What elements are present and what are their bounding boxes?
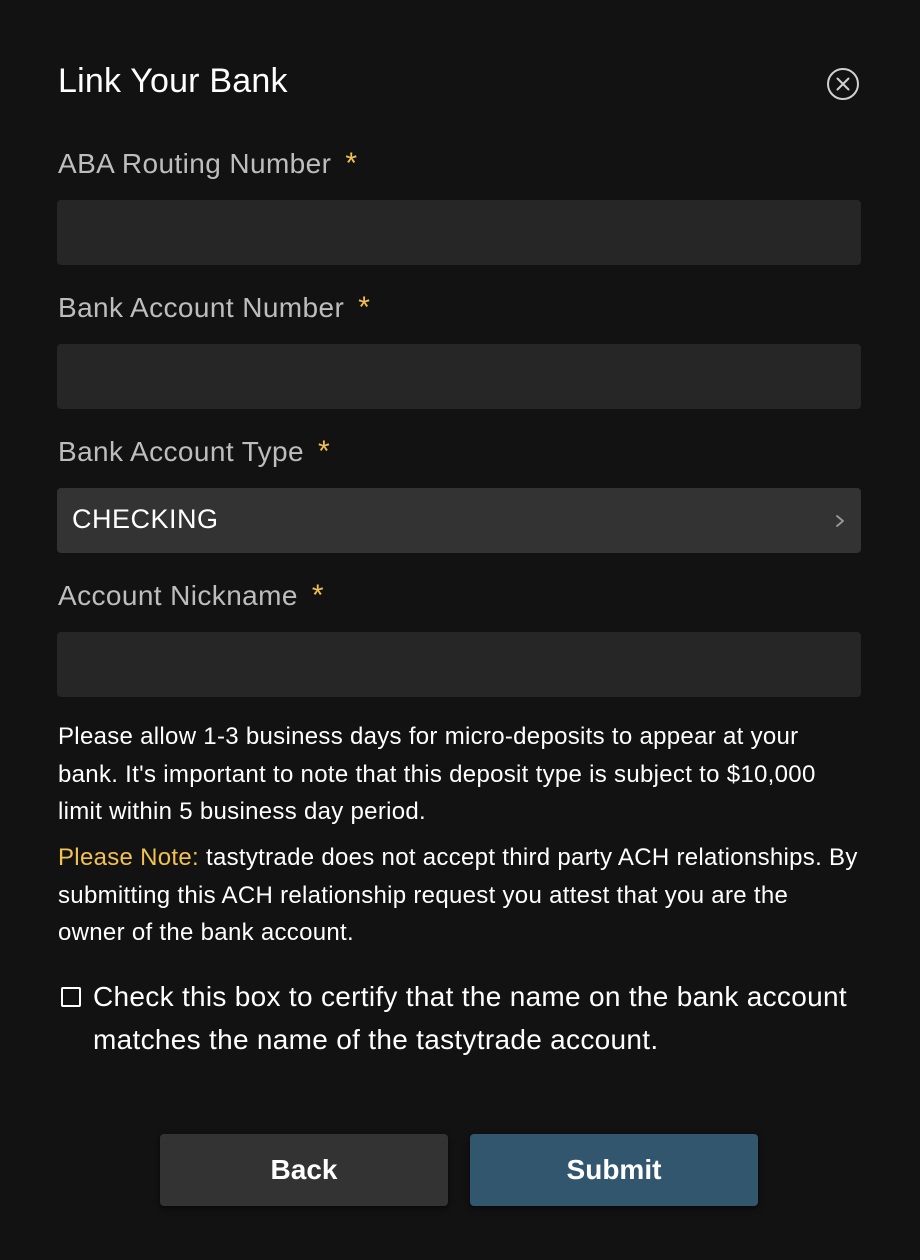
certify-checkbox[interactable] — [61, 987, 81, 1007]
account-type-label — [58, 435, 330, 469]
routing-number-label — [58, 147, 357, 181]
required-asterisk: * — [311, 579, 324, 612]
chevron-right-icon — [833, 512, 847, 530]
submit-button[interactable]: Submit — [470, 1134, 758, 1206]
account-number-input[interactable] — [57, 344, 861, 409]
please-note-label: Please Note: — [58, 844, 200, 871]
account-type-label-text: Bank Account Type — [58, 436, 305, 467]
nickname-label-text: Account Nickname — [58, 580, 298, 611]
please-note-text: tastytrade does not accept third party ACH relationships. By submitting this ACH relationship request you attest that you are the owner of the bank account. — [58, 844, 858, 946]
required-asterisk: * — [358, 291, 371, 324]
account-type-select[interactable] — [57, 488, 861, 553]
routing-number-input[interactable] — [57, 200, 861, 265]
required-asterisk: * — [318, 435, 331, 468]
account-number-label — [58, 291, 370, 325]
routing-number-label-text: ABA Routing Number — [58, 148, 332, 179]
nickname-label — [58, 579, 324, 613]
account-type-value: CHECKING — [72, 504, 219, 534]
close-circle-icon — [826, 67, 860, 101]
micro-deposit-notice: Please allow 1-3 business days for micro-deposits to appear at your bank. It's important to note that this deposit type is subject to $10,000 limit within 5 business day period. — [58, 723, 816, 825]
third-party-notice — [58, 839, 858, 952]
close-button[interactable] — [826, 67, 860, 101]
required-asterisk: * — [345, 147, 358, 180]
account-number-label-text: Bank Account Number — [58, 292, 345, 323]
nickname-input[interactable] — [57, 632, 861, 697]
certify-text: Check this box to certify that the name on the bank account matches the name of the tastytrade account. — [93, 981, 847, 1055]
dialog-title: Link Your Bank — [58, 62, 288, 100]
back-button[interactable]: Back — [160, 1134, 448, 1206]
